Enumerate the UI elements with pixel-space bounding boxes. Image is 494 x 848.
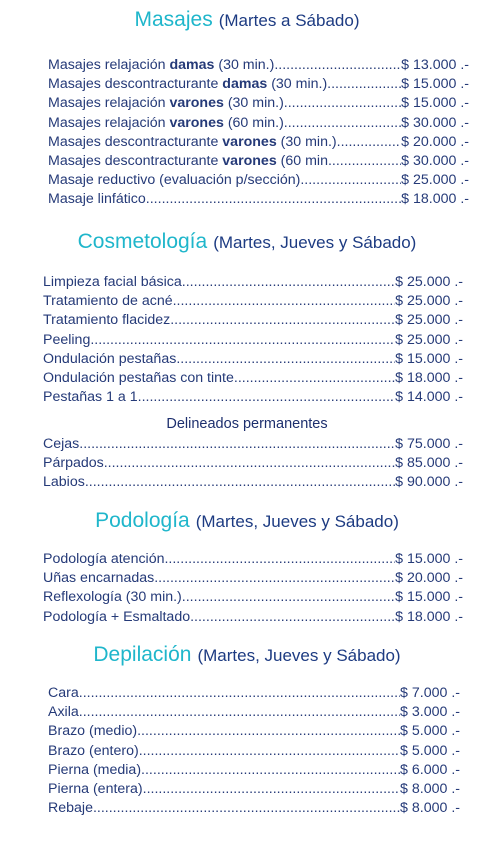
podologia-list <box>43 550 463 627</box>
price-row: Cara ..... $ 7.000 .- <box>48 684 460 703</box>
masajes-heading: Masajes <box>134 8 213 31</box>
price-row: Reflexología (30 min.) ..... $ 15.000 .- <box>43 588 463 607</box>
delineados-subheading: Delineados permanentes <box>166 416 328 432</box>
price-row: Uñas encarnadas ..... $ 20.000 .- <box>43 569 463 588</box>
price-row: Masaje linfático ..... $ 18.000 .- <box>48 190 469 209</box>
price-row: Masajes descontracturante varones (60 min ..... $ 30.000 .- <box>48 152 469 171</box>
price-row: Masajes descontracturante varones (30 min.) ..... $ 20.000 .- <box>48 133 469 152</box>
price-row: Axila ..... $ 3.000 .- <box>48 703 460 722</box>
podologia-title <box>0 509 494 533</box>
price-row: Ondulación pestañas ..... $ 15.000 .- <box>43 350 463 369</box>
price-row: Cejas ..... $ 75.000 .- <box>43 435 463 454</box>
price-row: Pestañas 1 a 1 ..... $ 14.000 .- <box>43 388 463 407</box>
price-row: Brazo (entero) ..... $ 5.000 .- <box>48 742 460 761</box>
price-row: Pierna (media) ..... $ 6.000 .- <box>48 761 460 780</box>
masajes-title <box>0 8 494 32</box>
price-row: Labios ..... $ 90.000 .- <box>43 473 463 492</box>
masajes-list <box>48 56 469 210</box>
price-row: Masajes descontracturante damas (30 min.) ..... $ 15.000 .- <box>48 75 469 94</box>
price-row: Pierna (entera) ..... $ 8.000 .- <box>48 780 460 799</box>
price-row: Párpados ..... $ 85.000 .- <box>43 454 463 473</box>
price-row: Rebaje ..... $ 8.000 .- <box>48 799 460 818</box>
depilacion-days: (Martes, Jueves y Sábado) <box>197 646 401 665</box>
depilacion-list <box>48 684 460 818</box>
cosmetologia-title <box>0 230 494 254</box>
price-row: Tratamiento flacidez ..... $ 25.000 .- <box>43 311 463 330</box>
podologia-heading: Podología <box>95 509 190 532</box>
price-row: Ondulación pestañas con tinte ..... $ 18.000 .- <box>43 369 463 388</box>
price-row: Brazo (medio) ..... $ 5.000 .- <box>48 722 460 741</box>
price-row: Masajes relajación damas (30 min.) ..... $ 13.000 .- <box>48 56 469 75</box>
price-row: Podología atención ..... $ 15.000 .- <box>43 550 463 569</box>
masajes-days: (Martes a Sábado) <box>218 11 360 30</box>
price-row: Tratamiento de acné ..... $ 25.000 .- <box>43 292 463 311</box>
cosmetologia-list <box>43 273 463 407</box>
price-row: Masajes relajación varones (60 min.) ..... $ 30.000 .- <box>48 114 469 133</box>
podologia-days: (Martes, Jueves y Sábado) <box>195 512 399 531</box>
depilacion-title <box>0 643 494 667</box>
cosmetologia-heading: Cosmetología <box>77 230 208 253</box>
price-row: Peeling ..... $ 25.000 .- <box>43 331 463 350</box>
price-row: Podología + Esmaltado ..... $ 18.000 .- <box>43 608 463 627</box>
price-row: Limpieza facial básica ..... $ 25.000 .- <box>43 273 463 292</box>
delineados-list <box>43 435 463 493</box>
depilacion-heading: Depilación <box>93 643 192 666</box>
cosmetologia-days: (Martes, Jueves y Sábado) <box>213 233 417 252</box>
price-row: Masajes relajación varones (30 min.) ..... $ 15.000 .- <box>48 94 469 113</box>
price-row: Masaje reductivo (evaluación p/sección) ..... $ 25.000 .- <box>48 171 469 190</box>
